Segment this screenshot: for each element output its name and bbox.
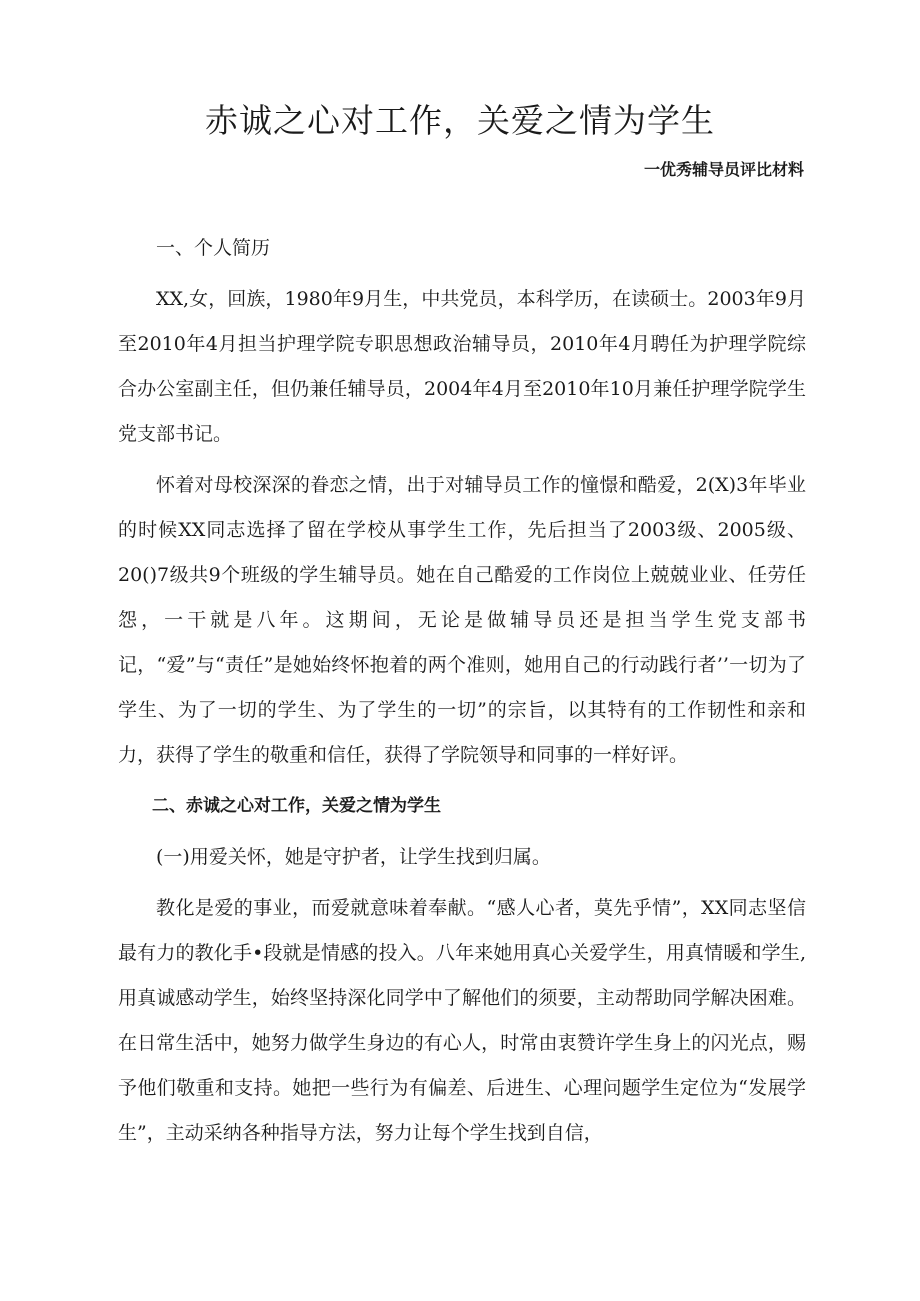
paragraph-resume: XX,女，回族，1980年9月生，中共党员，本科学历，在读硕士。2003年9月至2010年4月担当护理学院专职思想政治辅导员，2010年4月聘任为护理学院综合办公室副主任，但仍兼任辅导员，2004年4月至2010年10月兼任护理学院学生党支部书记。 xyxy=(118,288,806,445)
document-body xyxy=(118,226,806,1156)
document-subtitle: 一优秀辅导员评比材料 xyxy=(643,160,804,179)
paragraph-education: 教化是爱的事业，而爱就意味着奉献。“感人心者，莫先乎情”，XX同志坚信最有力的教化手•段就是情感的投入。八年来她用真心关爱学生，用真情暖和学生,用真诚感动学生，始终坚持深化同学中了解他们的须要，主动帮助同学解决困难。在日常生活中，她努力做学生身边的有心人，时常由衷赞许学生身上的闪光点，赐予他们敬重和支持。她把一些行为有偏差、后进生、心理问题学生定位为“发展学生”，主动采纳各种指导方法，努力让每个学生找到自信， xyxy=(118,897,806,1144)
section-heading-resume: 一、个人简历 xyxy=(156,237,271,259)
section-heading-work: 二、赤诚之心对工作，关爱之情为学生 xyxy=(152,796,441,816)
document-title: 赤诚之心对工作，关爱之情为学生 xyxy=(205,101,715,140)
paragraph-career: 怀着对母校深深的眷恋之情，出于对辅导员工作的憧憬和酷爱，2(X)3年毕业的时候XX同志选择了留在学校从事学生工作，先后担当了2003级、2005级、20()7级共9个班级的学生辅导员。她在自己酷爱的工作岗位上兢兢业业、任劳任怨，一干就是八年。这期间，无论是做辅导员还是担当学生党支部书记，“爱”与“责任”是她始终怀抱着的两个准则，她用自己的行动践行者’’一切为了学生、为了一切的学生、为了学生的一切”的宗旨，以其特有的工作韧性和亲和力，获得了学生的敬重和信任，获得了学院领导和同事的一样好评。 xyxy=(118,474,806,766)
subsection-heading-care: (一)用爱关怀，她是守护者，让学生找到归属。 xyxy=(156,846,551,868)
